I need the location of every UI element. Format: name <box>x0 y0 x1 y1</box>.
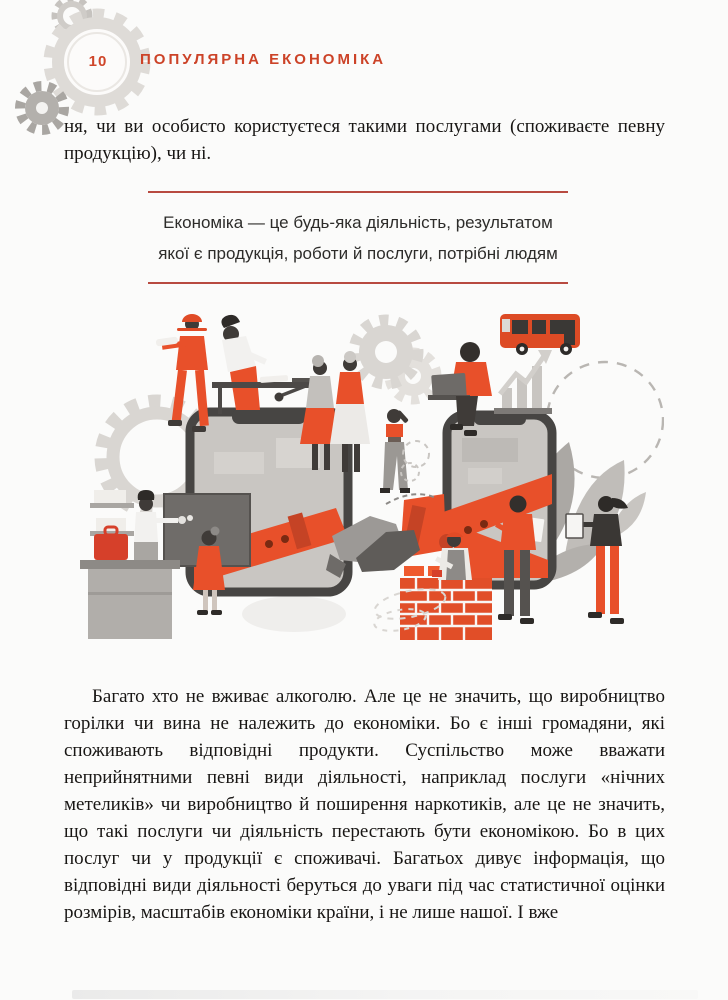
bus-icon <box>500 314 580 355</box>
scan-edge-shadow <box>72 990 698 999</box>
woman-on-phone <box>380 409 429 493</box>
pull-quote: Економіка — це будь-яка діяльність, результатом якої є продукція, роботи й послуги, потрібні людям <box>148 191 568 284</box>
paragraph-top: ня, чи ви особисто користуєтеся такими послугами (споживаєте певну продукцію), чи ні. <box>64 116 665 164</box>
paragraph-bottom: Багато хто не вживає алкоголю. Але це не значить, що виробництво горілки чи вина не належить до економіки. Бо є інші громадяни, які споживають відповідні продукти. Суспільство може вважати неприйнятними певні види діяльності, наприклад послуги «нічних метеликів» чи виробництво й поширення наркотиків, але це не значить, що такі послуги чи діяльність перестають бути економікою. Бо в цих послуг чи у продукції є споживачі. Багатьох дивує інформація, що відповідні види діяльності беруться до уваги під час статистичної оцінки розмірів, масштабів економіки країни, і не лише нашої. І вже <box>64 686 665 923</box>
book-title: ПОПУЛЯРНА ЕКОНОМІКА <box>140 51 387 68</box>
background-smudge <box>242 596 346 632</box>
page-number: 10 <box>88 53 108 70</box>
growth-chart <box>494 350 552 414</box>
economy-illustration <box>64 292 664 672</box>
background-gear-mid-icon <box>354 320 437 400</box>
